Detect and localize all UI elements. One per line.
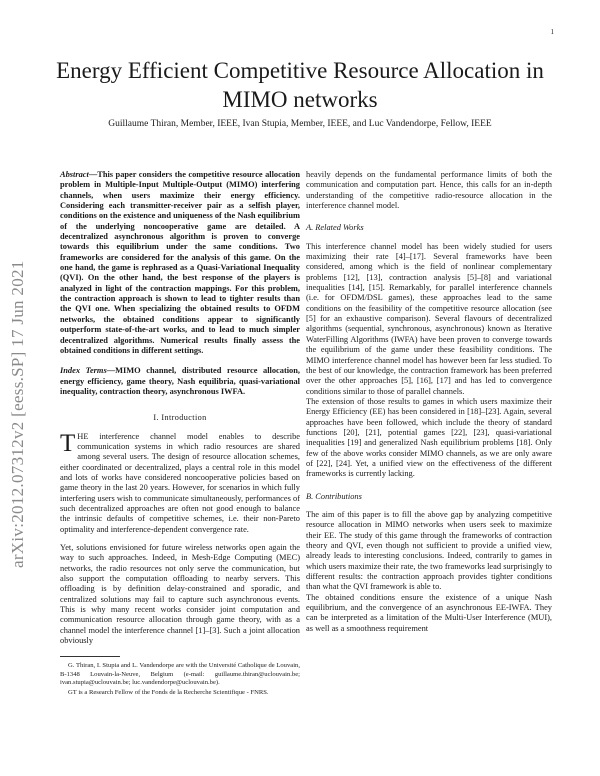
intro-paragraph-2: Yet, solutions envisioned for future wireless networks open again the way to such approaches. Indeed, in Mesh-Edge Computing (MEC) networks, the radio resources not only serve the communication, but also support the computation offloading to nearby servers. This offloading is by definition delay-constrained and sporadic, and centralized solutions may fail to capture such asynchronous events. This is why many recent works consider joint computation and communication resource allocation through game theory, with as a channel model the interference channel [1]–[3]. Such a joint allocation obviously [60, 543, 300, 646]
drop-cap: T [60, 429, 76, 457]
intro-paragraph-continued: heavily depends on the fundamental performance limits of both the communication and computation part. Hence, this calls for an in-depth understanding of the competitive radio-resource allocation in the interference channel model. [306, 170, 552, 211]
footnote-divider [60, 656, 120, 657]
related-works-paragraph-2: The extension of those results to games in which users maximize their Energy Efficiency (EE) has been considered in [18]–[23]. Again, several approaches have been followed, which include the theory of standard functions [20], [21], potential games [22], [23], quasi-variational inequalities [19] and generalized Nash equilibrium problems [18]. Only few of the above works consider MIMO channels, as we are only aware of [22], [24]. Yet, a unified view on the effectiveness of the different frameworks is currently lacking. [306, 396, 552, 479]
index-terms-label: Index Terms [60, 366, 107, 376]
contributions-paragraph-1: The aim of this paper is to fill the above gap by analyzing competitive resource allocation in MIMO networks when users seek to maximize their EE. The study of this game through the frameworks of contraction theory and QVI, even though not sufficient to provide a unified view, already leads to interesting conclusions. Indeed, contrarily to games in which users maximize their rate, the two frameworks lead surprisingly to different results: the contraction approach provides tighter conditions than what the QVI framework is able to. [306, 509, 552, 592]
author-list: Guillaume Thiran, Member, IEEE, Ivan Stupia, Member, IEEE, and Luc Vandendorpe, Fellow, IEEE [108, 119, 492, 129]
page-number: 1 [550, 28, 554, 36]
right-column [306, 170, 552, 634]
abstract-text: This paper considers the competitive resource allocation problem in Multiple-Input Multiple-Output (MIMO) interfering channels, when users maximize their energy efficiency. Considering each transmitter-receiver pair as a selfish player, conditions on the existence and uniqueness of the Nash equilibrium of the underlying noncooperative game are detailed. A decentralized asynchronous algorithm is proven to converge towards this equilibrium under the same conditions. Two frameworks are considered for the analysis of this game. On the one hand, the game is rephrased as a Quasi-Variational Inequality (QVI). On the other hand, the best response of the players is analyzed in light of the contraction mappings. For this problem, the contraction approach is shown to lead to tighter results than the QVI one. When specializing the obtained results to OFDM networks, the obtained conditions appear to significantly outperform state-of-the-art works, and to lead to much simpler decentralized algorithms. Numerical results finally assess the obtained conditions in different settings. [60, 170, 300, 355]
related-works-paragraph-1: This interference channel model has been widely studied for users maximizing their rate [4]–[17]. Several frameworks have been considered, among which is the field of nonlinear complementary problems [12], [13], contraction analysis [5]–[8] and variational inequalities [14], [15]. Remarkably, for parallel interference channels (i.e. for OFDM/DSL games), these approaches lead to the same conditions on the feasibility of the competitive resource allocation (see [5] for an exhaustive comparison). Several flavours of decentralized algorithms (sequential, synchronous, asynchronous) known as Iterative WaterFilling Algorithms (IWFA) have been proven to converge towards the equilibrium of the game under these feasibility conditions. The MIMO interference channel model has however been far less studied. To the best of our knowledge, the contraction framework has been preferred over the other approaches [5], [16], [17] and has led to convergence conditions similar to those of parallel channels. [306, 241, 552, 396]
index-terms: Index Terms—MIMO channel, distributed resource allocation, energy efficiency, game theory, Nash equilibria, quasi-variational inequality, contraction theory, asynchronous IWFA. [60, 366, 300, 396]
arxiv-identifier-stamp: arXiv:2012.07312v2 [eess.SP] 17 Jun 2021 [8, 260, 27, 568]
subsection-heading-contributions: B. Contributions [306, 491, 362, 501]
intro-paragraph-1 [60, 429, 300, 535]
paper-title: Energy Efficient Competitive Resource Allocation in MIMO networks [56, 58, 544, 112]
footnote-affiliation: G. Thiran, I. Stupia and L. Vandendorpe are with the Université Catholique de Louvain, B-1348 Louvain-la-Neuve, Belgium (e-mail: guillaume.thiran@uclouvain.be; ivan.stupia@uclouvain.be; luc.vandendorpe@uclouvain.be). [60, 662, 300, 686]
index-terms-text: MIMO channel, distributed resource allocation, energy efficiency, game theory, Nash equilibria, quasi-variational inequality, contraction theory, asynchronous IWFA. [60, 366, 300, 396]
abstract: Abstract—This paper considers the competitive resource allocation problem in Multiple-Input Multiple-Output (MIMO) interfering channels, when users maximize their energy efficiency. Considering each transmitter-receiver pair as a selfish player, conditions on the existence and uniqueness of the Nash equilibrium of the underlying noncooperative game are detailed. A decentralized asynchronous algorithm is proven to converge towards this equilibrium under the same conditions. Two frameworks are considered for the analysis of this game. On the one hand, the game is rephrased as a Quasi-Variational Inequality (QVI). On the other hand, the best response of the players is analyzed in light of the contraction mappings. For this problem, the contraction approach is shown to lead to tighter results than the QVI one. When specializing the obtained results to OFDM networks, the obtained conditions appear to significantly outperform state-of-the-art works, and to lead to much simpler decentralized algorithms. Numerical results finally assess the obtained conditions in different settings. [60, 170, 300, 355]
abstract-label: Abstract [60, 170, 89, 179]
section-heading-introduction: I. Introduction [153, 413, 207, 423]
footnote-funding: GT is a Research Fellow of the Fonds de la Recherche Scientifique - FNRS. [68, 689, 269, 697]
contributions-paragraph-2: The obtained conditions ensure the existence of a unique Nash equilibrium, and the convergence of an asynchronous EE-IWFA. They can be interpreted as a limitation of the Multi-User Interference (MUI), as well as a smoothness requirement [306, 592, 552, 633]
intro-paragraph-1-text: HE interference channel model enables to describe communication systems in which radio resources are shared among several users. The design of resource allocation schemes, either coordinated or decentralized, plays a central role in this model and lots of works have considered noncooperative policies based on game theory in the last 20 years. However, for scenarios in which fully interfering users wish to communicate simultaneously, performances of such decentralized approaches are often not good enough to balance the intrinsic defaults of competitive schemes, i.e. their non-Pareto optimality and interference-dependent convergence rate. [60, 431, 300, 534]
subsection-heading-related-works: A. Related Works [306, 223, 364, 233]
left-column [60, 170, 300, 697]
